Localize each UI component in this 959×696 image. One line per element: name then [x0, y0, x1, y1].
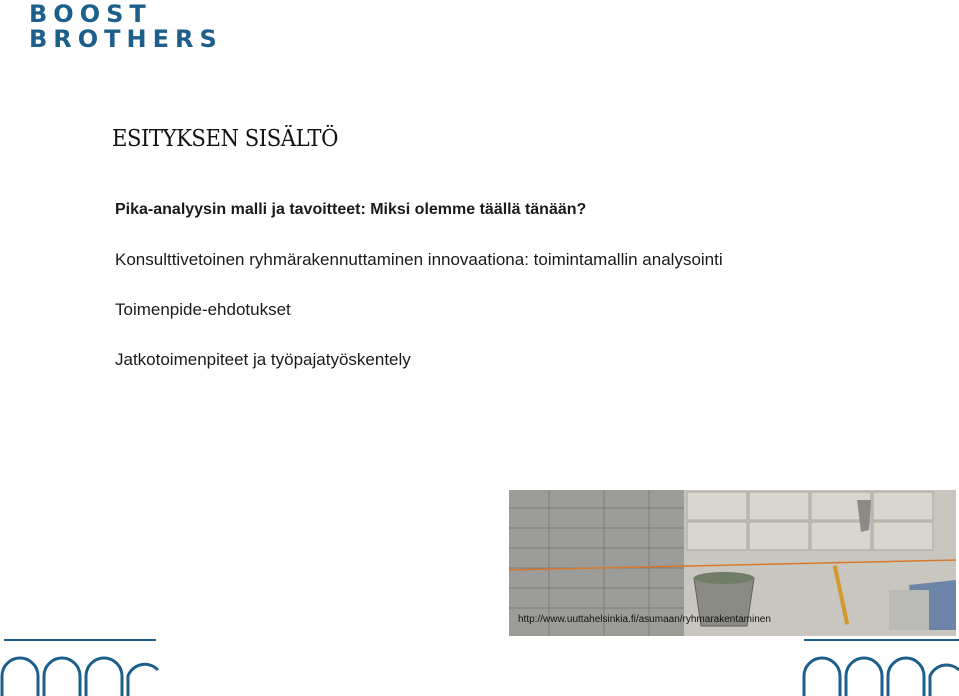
slide-title: ESITYKSEN SISÄLTÖ — [112, 126, 338, 152]
logo-line-1: BOOST — [29, 0, 152, 28]
decorative-arches-left — [0, 636, 160, 696]
agenda-item-3: Toimenpide-ehdotukset — [115, 300, 291, 319]
agenda-item-4: Jatkotoimenpiteet ja työpajatyöskentely — [115, 350, 411, 369]
construction-photo — [509, 490, 956, 636]
agenda-list — [115, 198, 875, 372]
logo-line-2: BROTHERS — [29, 25, 223, 53]
photo-caption: http://www.uuttahelsinkia.fi/asumaan/ryhmarakentaminen — [518, 614, 771, 625]
agenda-item-1: Pika-analyysin malli ja tavoitteet: Miksi olemme täällä tänään? — [115, 201, 587, 218]
brand-logo — [29, 2, 234, 56]
agenda-item-2: Konsulttivetoinen ryhmärakennuttaminen innovaationa: toimintamallin analysointi — [115, 250, 723, 269]
decorative-arches-right — [800, 636, 959, 696]
